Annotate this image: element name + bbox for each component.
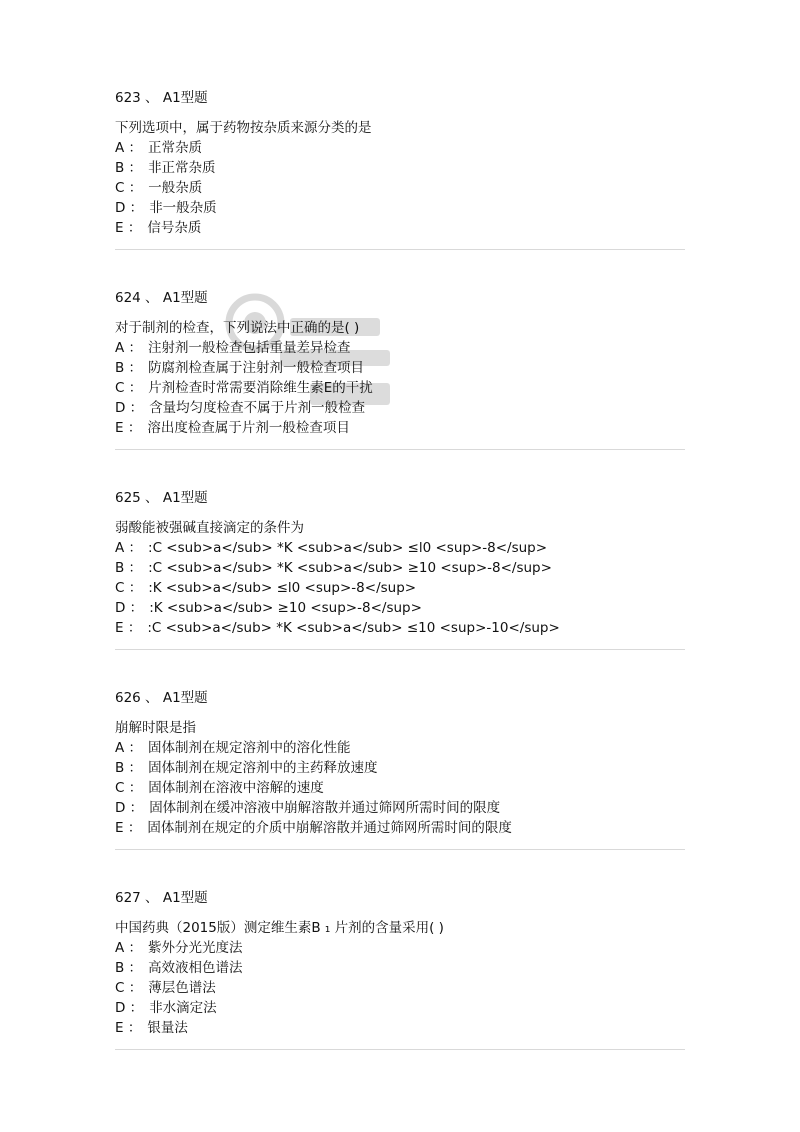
question-stem: 中国药典（2015版）测定维生素B ₁ 片剂的含量采用( ) bbox=[115, 920, 444, 936]
option-b bbox=[115, 758, 685, 778]
option-c bbox=[115, 978, 685, 998]
option-a bbox=[115, 938, 685, 958]
option-b bbox=[115, 958, 685, 978]
option-text: 薄层色谱法 bbox=[148, 980, 216, 996]
option-letter: B ： bbox=[115, 960, 143, 976]
option-text: 高效液相色谱法 bbox=[148, 960, 243, 976]
option-text: 注射剂一般检查包括重量差异检查 bbox=[148, 340, 351, 356]
option-b bbox=[115, 158, 685, 178]
question-header: 623 、 A1型题 bbox=[115, 90, 208, 106]
option-letter: C ： bbox=[115, 180, 143, 196]
option-d bbox=[115, 398, 685, 418]
option-c bbox=[115, 578, 685, 598]
option-text: 固体制剂在规定溶剂中的主药释放速度 bbox=[148, 760, 378, 776]
divider bbox=[115, 649, 685, 650]
question-header: 624 、 A1型题 bbox=[115, 290, 208, 306]
divider bbox=[115, 449, 685, 450]
option-text: :K <sub>a</sub> ≤l0 <sup>-8</sup> bbox=[148, 580, 417, 596]
option-text: :C <sub>a</sub> *K <sub>a</sub> ≤l0 <sup>-8</sup> bbox=[148, 540, 548, 556]
option-c bbox=[115, 378, 685, 398]
option-a bbox=[115, 538, 685, 558]
option-letter: C ： bbox=[115, 380, 143, 396]
option-a bbox=[115, 338, 685, 358]
option-letter: B ： bbox=[115, 160, 143, 176]
option-c bbox=[115, 778, 685, 798]
question-header: 625 、 A1型题 bbox=[115, 490, 208, 506]
option-text: 信号杂质 bbox=[147, 220, 202, 236]
option-text: 片剂检查时常需要消除维生素E的干扰 bbox=[148, 380, 373, 396]
option-text: 非正常杂质 bbox=[148, 160, 216, 176]
option-d bbox=[115, 598, 685, 618]
divider bbox=[115, 1049, 685, 1050]
question-stem: 崩解时限是指 bbox=[115, 720, 196, 736]
question-stem: 对于制剂的检查，下列说法中正确的是( ) bbox=[115, 320, 360, 336]
question-header: 627 、 A1型题 bbox=[115, 890, 208, 906]
question-627 bbox=[115, 888, 685, 1038]
option-text: 紫外分光光度法 bbox=[148, 940, 243, 956]
option-letter: A ： bbox=[115, 540, 143, 556]
option-letter: D ： bbox=[115, 600, 144, 616]
option-c bbox=[115, 178, 685, 198]
option-text: 正常杂质 bbox=[148, 140, 203, 156]
option-b bbox=[115, 558, 685, 578]
option-letter: C ： bbox=[115, 580, 143, 596]
option-letter: C ： bbox=[115, 780, 143, 796]
option-letter: D ： bbox=[115, 800, 144, 816]
option-text: 固体制剂在规定的介质中崩解溶散并通过筛网所需时间的限度 bbox=[147, 820, 512, 836]
question-625 bbox=[115, 488, 685, 638]
option-letter: B ： bbox=[115, 360, 143, 376]
option-text: 固体制剂在规定溶剂中的溶化性能 bbox=[148, 740, 351, 756]
option-text: 非水滴定法 bbox=[149, 1000, 217, 1016]
option-letter: A ： bbox=[115, 340, 143, 356]
option-e bbox=[115, 1018, 685, 1038]
option-letter: E ： bbox=[115, 820, 142, 836]
option-b bbox=[115, 358, 685, 378]
option-e bbox=[115, 818, 685, 838]
option-text: 溶出度检查属于片剂一般检查项目 bbox=[147, 420, 350, 436]
option-letter: E ： bbox=[115, 1020, 142, 1036]
option-e bbox=[115, 618, 685, 638]
question-626 bbox=[115, 688, 685, 838]
divider bbox=[115, 849, 685, 850]
option-text: :C <sub>a</sub> *K <sub>a</sub> ≥10 <sup>-8</sup> bbox=[148, 560, 552, 576]
option-text: :C <sub>a</sub> *K <sub>a</sub> ≤10 <sup>-10</sup> bbox=[147, 620, 560, 636]
option-e bbox=[115, 218, 685, 238]
option-letter: B ： bbox=[115, 760, 143, 776]
question-623 bbox=[115, 88, 685, 238]
option-text: 固体制剂在缓冲溶液中崩解溶散并通过筛网所需时间的限度 bbox=[149, 800, 501, 816]
option-letter: A ： bbox=[115, 740, 143, 756]
option-letter: A ： bbox=[115, 140, 143, 156]
option-letter: E ： bbox=[115, 220, 142, 236]
option-text: :K <sub>a</sub> ≥10 <sup>-8</sup> bbox=[149, 600, 422, 616]
option-text: 一般杂质 bbox=[148, 180, 203, 196]
option-letter: D ： bbox=[115, 1000, 144, 1016]
option-a bbox=[115, 138, 685, 158]
option-a bbox=[115, 738, 685, 758]
option-letter: A ： bbox=[115, 940, 143, 956]
option-text: 含量均匀度检查不属于片剂一般检查 bbox=[149, 400, 366, 416]
option-letter: C ： bbox=[115, 980, 143, 996]
question-header: 626 、 A1型题 bbox=[115, 690, 208, 706]
divider bbox=[115, 249, 685, 250]
option-text: 银量法 bbox=[147, 1020, 188, 1036]
question-624 bbox=[115, 288, 685, 438]
option-text: 非一般杂质 bbox=[149, 200, 217, 216]
question-stem: 弱酸能被强碱直接滴定的条件为 bbox=[115, 520, 304, 536]
option-letter: B ： bbox=[115, 560, 143, 576]
option-letter: D ： bbox=[115, 200, 144, 216]
option-d bbox=[115, 998, 685, 1018]
option-text: 防腐剂检查属于注射剂一般检查项目 bbox=[148, 360, 365, 376]
option-letter: D ： bbox=[115, 400, 144, 416]
option-letter: E ： bbox=[115, 620, 142, 636]
option-d bbox=[115, 198, 685, 218]
option-text: 固体制剂在溶液中溶解的速度 bbox=[148, 780, 324, 796]
option-e bbox=[115, 418, 685, 438]
option-letter: E ： bbox=[115, 420, 142, 436]
question-stem: 下列选项中，属于药物按杂质来源分类的是 bbox=[115, 120, 372, 136]
option-d bbox=[115, 798, 685, 818]
